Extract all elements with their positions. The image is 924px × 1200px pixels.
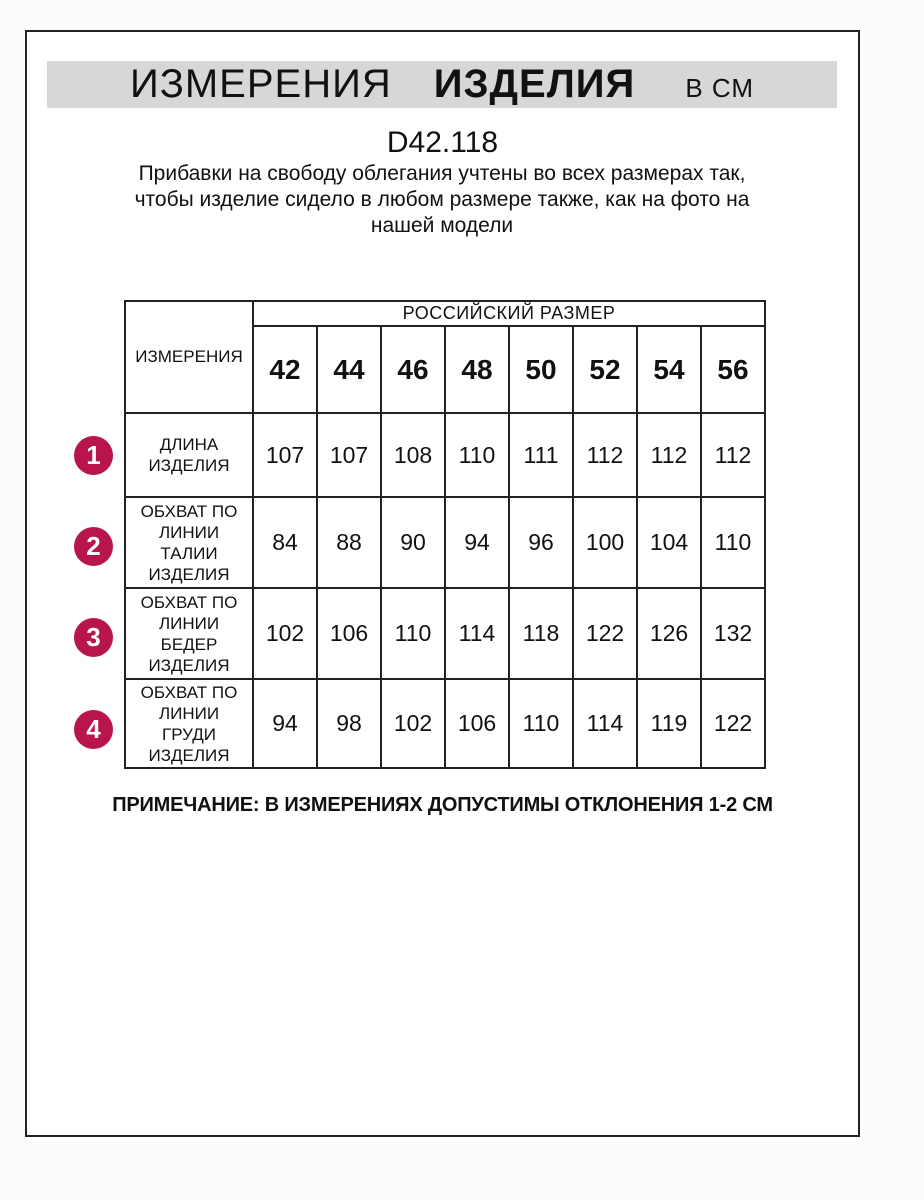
table-row-chest	[125, 679, 765, 768]
cell-value: 107	[317, 413, 381, 497]
cell-value: 122	[573, 588, 637, 679]
row-marker-1: 1	[74, 436, 113, 475]
table-row-length	[125, 413, 765, 497]
table-row-hips	[125, 588, 765, 679]
cell-value: 118	[509, 588, 573, 679]
cell-value: 126	[637, 588, 701, 679]
cell-value: 100	[573, 497, 637, 588]
cell-value: 90	[381, 497, 445, 588]
size-header: 52	[573, 326, 637, 413]
cell-value: 106	[445, 679, 509, 768]
cell-value: 94	[253, 679, 317, 768]
cell-value: 102	[381, 679, 445, 768]
cell-value: 112	[637, 413, 701, 497]
cell-value: 102	[253, 588, 317, 679]
size-header: 54	[637, 326, 701, 413]
cell-value: 108	[381, 413, 445, 497]
title-banner	[47, 61, 837, 108]
cell-value: 114	[573, 679, 637, 768]
cell-value: 119	[637, 679, 701, 768]
product-code: D42.118	[386, 126, 499, 159]
cell-value: 122	[701, 679, 765, 768]
cell-value: 106	[317, 588, 381, 679]
cell-value: 110	[509, 679, 573, 768]
title-unit: В СМ	[685, 73, 755, 103]
size-header: 50	[509, 326, 573, 413]
size-header: 56	[701, 326, 765, 413]
cell-value: 132	[701, 588, 765, 679]
size-header: 46	[381, 326, 445, 413]
row-marker-2: 2	[74, 527, 113, 566]
size-header: 42	[253, 326, 317, 413]
row-label: ОБХВАТ ПО ЛИНИИ ГРУДИ ИЗДЕЛИЯ	[125, 679, 253, 768]
size-header: 48	[445, 326, 509, 413]
tolerance-note: ПРИМЕЧАНИЕ: В ИЗМЕРЕНИЯХ ДОПУСТИМЫ ОТКЛОНЕНИЯ 1-2 СМ	[112, 794, 773, 816]
row-marker-4: 4	[74, 710, 113, 749]
title-product: ИЗДЕЛИЯ	[433, 62, 636, 106]
row-label: ОБХВАТ ПО ЛИНИИ БЕДЕР ИЗДЕЛИЯ	[125, 588, 253, 679]
size-header: 44	[317, 326, 381, 413]
cell-value: 110	[445, 413, 509, 497]
cell-value: 96	[509, 497, 573, 588]
cell-value: 94	[445, 497, 509, 588]
cell-value: 84	[253, 497, 317, 588]
measurements-table	[124, 300, 766, 769]
cell-value: 114	[445, 588, 509, 679]
cell-value: 110	[701, 497, 765, 588]
row-marker-3: 3	[74, 618, 113, 657]
table-row-waist	[125, 497, 765, 588]
fit-description: Прибавки на свободу облегания учтены во всех размерах так, чтобы изделие сидело в любом размере также, как на фото на нашей модели	[134, 162, 750, 237]
row-label: ОБХВАТ ПО ЛИНИИ ТАЛИИ ИЗДЕЛИЯ	[125, 497, 253, 588]
cell-value: 107	[253, 413, 317, 497]
cell-value: 111	[509, 413, 573, 497]
cell-value: 112	[701, 413, 765, 497]
title-measurements: ИЗМЕРЕНИЯ	[129, 62, 392, 106]
cell-value: 110	[381, 588, 445, 679]
column-header-measurements: ИЗМЕРЕНИЯ	[125, 301, 253, 413]
cell-value: 88	[317, 497, 381, 588]
cell-value: 98	[317, 679, 381, 768]
column-group-header-russian-size: РОССИЙСКИЙ РАЗМЕР	[253, 301, 765, 326]
row-label: ДЛИНА ИЗДЕЛИЯ	[125, 413, 253, 497]
cell-value: 112	[573, 413, 637, 497]
cell-value: 104	[637, 497, 701, 588]
